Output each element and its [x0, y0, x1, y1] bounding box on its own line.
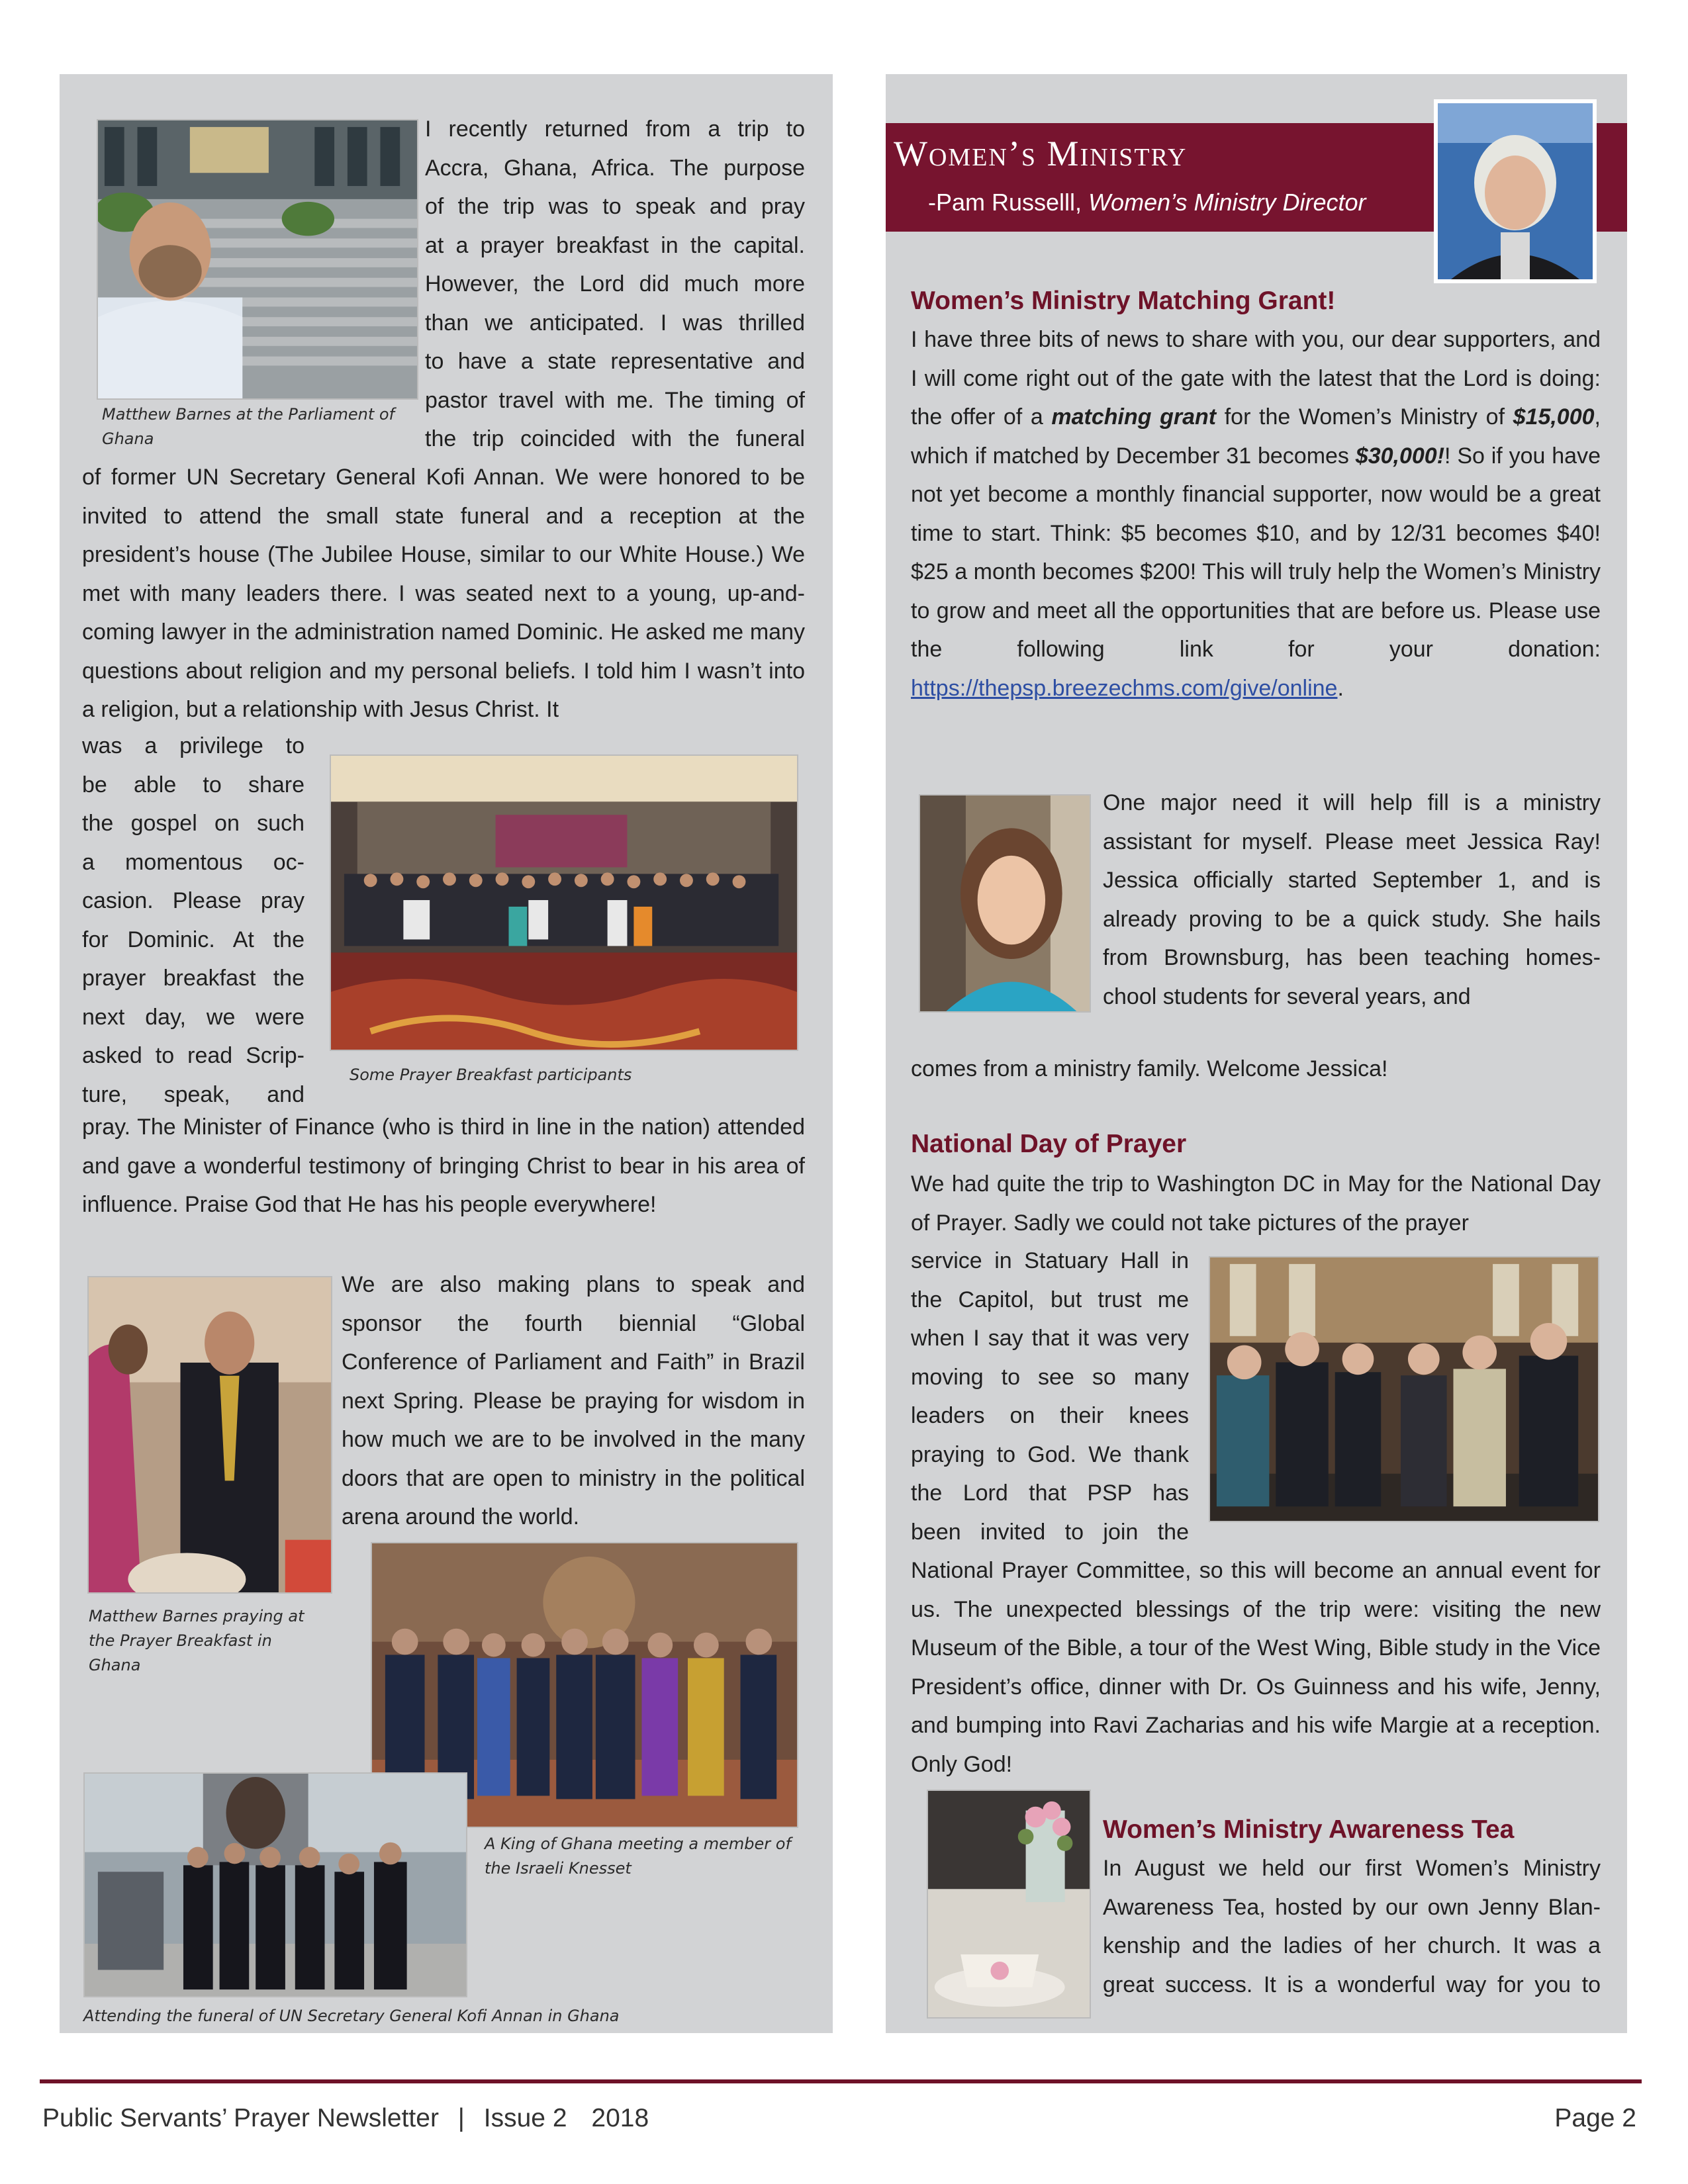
- brazil-conference-text: We are also making plans to speak and sponsor the fourth biennial “Global Conference of Parliament and Faith” in Brazil next Spring. Please be praying for wisdom in how much we are to be involved in the many doors that are open to ministry in the political arena around the world.: [342, 1272, 805, 1529]
- text-line: been invited to join the: [911, 1519, 1189, 1545]
- prayer-breakfast-group-photo: [330, 754, 798, 1051]
- text-line: However, the Lord did much more: [425, 271, 805, 296]
- footer-publication-info: [42, 2101, 649, 2136]
- footer-publication: Public Servants’ Prayer Newsletter: [42, 2104, 439, 2132]
- text-line: than we anticipated. I was thrilled: [425, 310, 805, 336]
- text-line: kenship and the ladies of her church. It was a: [1103, 1933, 1601, 1958]
- text-line: next day, we were: [82, 1004, 305, 1030]
- text-line: to have a state representative and: [425, 349, 805, 374]
- text-line: praying to God. We thank: [911, 1441, 1189, 1467]
- text-line: assistant for myself. Please meet Jessica Ray!: [1103, 829, 1601, 854]
- text-line: Awareness Tea, hosted by our own Jenny Blan-: [1103, 1894, 1601, 1920]
- ghana-trip-narrow: [82, 727, 305, 1114]
- footer-year: 2018: [591, 2104, 649, 2132]
- caption-king: A King of Ghana meeting a member of the Israeli Knesset: [485, 1835, 791, 1878]
- text-line: was a privilege to: [82, 733, 305, 758]
- text-line: at a prayer breakfast in the capital.: [425, 232, 805, 258]
- text-line: Accra, Ghana, Africa. The purpose: [425, 155, 805, 181]
- grant-text-part: I have three bits of news to share with you, our dear supporters, and I will come right out of the gate with the latest that the Lord is doing: the offer of a: [911, 327, 1601, 430]
- jessica-ray-photo: [919, 794, 1091, 1013]
- prayer-day-narrow: [911, 1242, 1189, 1551]
- footer-separator: |: [457, 2104, 465, 2132]
- national-day-of-prayer-photo: [1209, 1256, 1599, 1522]
- matching-grant-text: [911, 320, 1601, 707]
- text-line: the gospel on such: [82, 811, 305, 836]
- text-line: the Capitol, but trust me: [911, 1287, 1189, 1312]
- footer-page-number: Page 2: [1554, 2104, 1636, 2132]
- text-line: of the trip was to speak and pray: [425, 194, 805, 219]
- text-line: casion. Please pray: [82, 888, 305, 913]
- caption-funeral: Attending the funeral of UN Secretary General Kofi Annan in Ghana: [83, 2007, 620, 2025]
- funeral-photo: [83, 1772, 467, 1997]
- parliament-photo: [97, 119, 418, 400]
- grant-text-part: , which if matched by December 31 becomes: [911, 404, 1601, 469]
- heading-awareness-tea: Women’s Ministry Awareness Tea: [1103, 1815, 1515, 1844]
- caption-praying: Matthew Barnes praying at the Prayer Breakfast in Ghana: [89, 1607, 305, 1674]
- jessica-intro: [1103, 784, 1601, 1016]
- text-line: ture, speak, and: [82, 1081, 305, 1107]
- pam-russell-portrait: [1434, 99, 1597, 283]
- grant-amount-15000: $15,000: [1513, 404, 1595, 430]
- prayer-day-closing: National Prayer Committee, so this will become an annual event for us. The unexpected blessings of the trip were: visiting the new Museum of the Bible, a tour of the West Wing, Bible study in the Vice President’s office, dinner with Dr. Os Guinness and his wife, Jenny, and bumping into Ravi Zacharias and his wife Margie at a reception. Only God!: [911, 1558, 1601, 1777]
- text-line: In August we held our first Women’s Ministry: [1103, 1856, 1601, 1881]
- grant-text-part: ! So if you have not yet become a monthly financial supporter, now would be a great time to start. Think: $5 becomes $10, and by 12/31 becomes $40! $25 a month becomes $200! This will truly help the Women’s Ministry to grow and meet all the opportunities that are before us. Please use the following link for your donation:: [911, 443, 1601, 662]
- caption-breakfast-group: Some Prayer Breakfast participants: [350, 1066, 632, 1084]
- text-line: I recently returned from a trip to: [425, 116, 805, 142]
- text-line: service in Statuary Hall in: [911, 1248, 1189, 1273]
- text-line: moving to see so many: [911, 1364, 1189, 1390]
- footer-issue: Issue 2: [483, 2104, 567, 2132]
- womens-ministry-title: Women’s Ministry: [894, 134, 1188, 173]
- text-line: a momentous oc-: [82, 849, 305, 875]
- text-line: leaders on their knees: [911, 1403, 1189, 1428]
- footer-divider: [40, 2079, 1642, 2083]
- ghana-trip-body: of former UN Secretary General Kofi Annan. We were honored to be invited to attend the small state funeral and a reception at the president’s house (The Jubilee House, similar to our White House.) We met with many leaders there. I was seated next to a young, up-and-coming lawyer in the administration named Dominic. He asked me many questions about religion and my personal beliefs. I told him I wasn’t into a religion, but a relationship with Jesus Christ. It: [82, 465, 805, 722]
- text-line: be able to share: [82, 772, 305, 797]
- heading-matching-grant: Women’s Ministry Matching Grant!: [911, 287, 1336, 315]
- text-line: already proving to be a quick study. She hails: [1103, 906, 1601, 932]
- byline-role: Women’s Ministry Director: [1088, 189, 1366, 216]
- text-line: great success. It is a wonderful way for you to: [1103, 1972, 1601, 1997]
- text-line: the Lord that PSP has: [911, 1480, 1189, 1506]
- text-line: for Dominic. At the: [82, 927, 305, 952]
- text-line: from Brownsburg, has been teaching homes-: [1103, 945, 1601, 970]
- awareness-tea-photo: [927, 1790, 1091, 2019]
- text-line: Jessica officially started September 1, and is: [1103, 868, 1601, 893]
- prayer-day-intro: We had quite the trip to Washington DC in May for the National Day of Prayer. Sadly we could not take pictures of the prayer: [911, 1171, 1601, 1236]
- jessica-intro-tail: comes from a ministry family. Welcome Jessica!: [911, 1056, 1388, 1081]
- text-line: when I say that it was very: [911, 1326, 1189, 1351]
- text-line: chool students for several years, and: [1103, 983, 1471, 1009]
- matthew-praying-photo: [87, 1276, 332, 1594]
- donation-link[interactable]: https://thepsp.breezechms.com/give/online: [911, 675, 1338, 701]
- grant-amount-30000: $30,000!: [1355, 443, 1445, 469]
- byline-name: -Pam Russelll,: [928, 189, 1082, 216]
- grant-text-part: for the Women’s Ministry of: [1224, 404, 1505, 430]
- grant-text-part: .: [1337, 675, 1344, 701]
- text-line: pastor travel with me. The timing of: [425, 387, 805, 413]
- caption-parliament: Matthew Barnes at the Parliament of Ghana: [102, 405, 395, 448]
- heading-national-day-of-prayer: National Day of Prayer: [911, 1130, 1187, 1158]
- womens-ministry-byline: [928, 187, 1366, 218]
- ghana-trip-closing: pray. The Minister of Finance (who is third in line in the nation) attended and gave a wonderful testimony of bringing Christ to bear in his area of influence. Praise God that He has his people everywhere!: [82, 1115, 805, 1217]
- ghana-trip-intro: [425, 110, 805, 459]
- text-line: asked to read Scrip-: [82, 1043, 305, 1068]
- text-line: the trip coincided with the funeral: [425, 426, 805, 451]
- awareness-tea-text: [1103, 1849, 1601, 2004]
- text-line: One major need it will help fill is a ministry: [1103, 790, 1601, 815]
- grant-bold-term: matching grant: [1051, 404, 1217, 430]
- text-line: prayer breakfast the: [82, 966, 305, 991]
